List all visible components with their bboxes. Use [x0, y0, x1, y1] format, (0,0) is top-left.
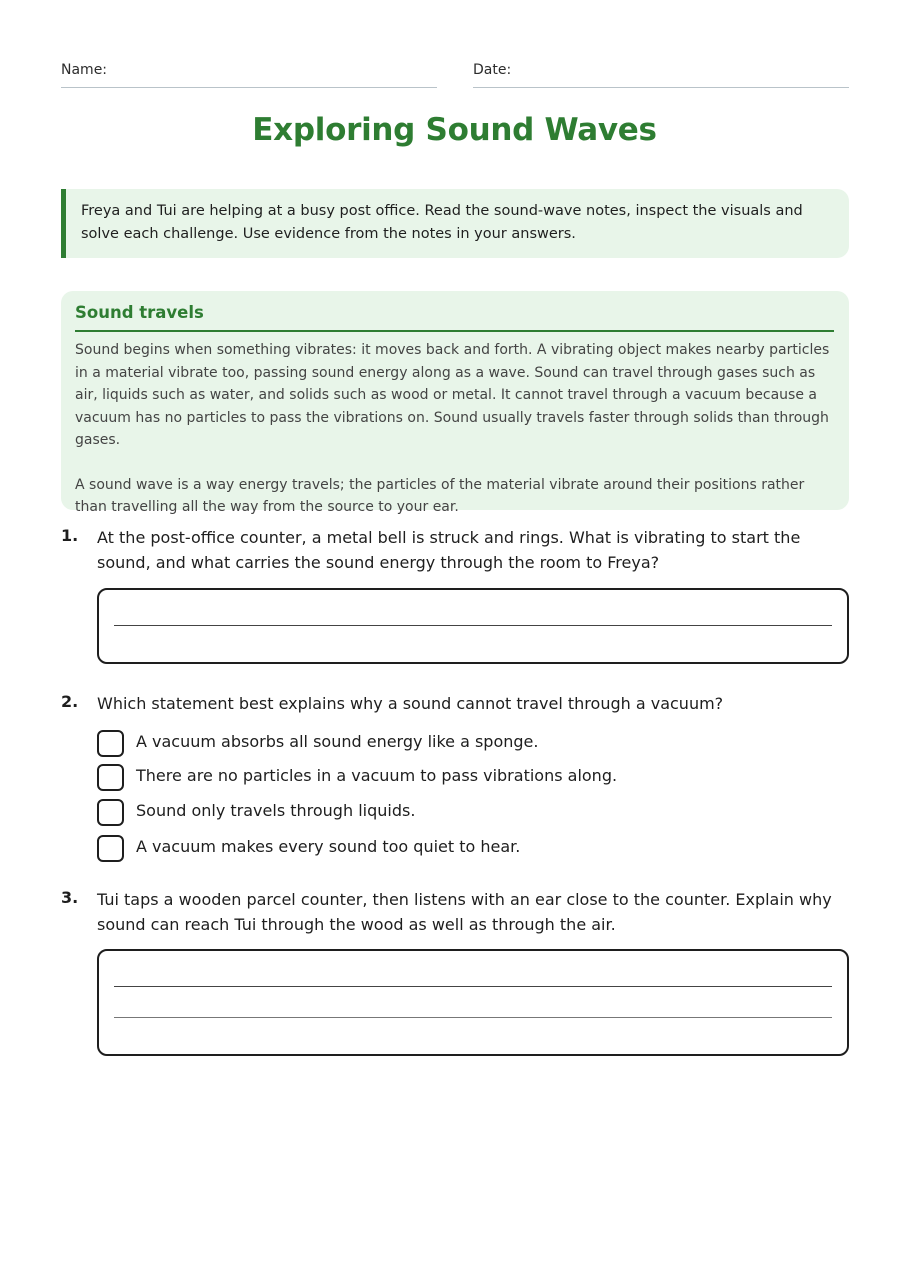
- name-label: Name:: [61, 62, 108, 78]
- question-number: 1.: [61, 526, 79, 545]
- question-1: [61, 526, 849, 666]
- option-label: A vacuum makes every sound too quiet to hear.: [136, 837, 521, 856]
- date-field[interactable]: [473, 60, 849, 88]
- option-a[interactable]: [97, 730, 837, 758]
- question-text: Which statement best explains why a sound cannot travel through a vacuum?: [97, 694, 724, 713]
- answer-line: [114, 1017, 832, 1018]
- option-label: Sound only travels through liquids.: [136, 801, 416, 820]
- option-c[interactable]: [97, 799, 837, 827]
- question-number: 2.: [61, 692, 79, 711]
- notes-paragraph: A sound wave is a way energy travels; the particles of the material vibrate around their positions rather than travelling all the way from the source to your ear.: [75, 476, 805, 515]
- name-field[interactable]: [61, 60, 437, 88]
- question-text: At the post-office counter, a metal bell is struck and rings. What is vibrating to start the sound, and what carries the sound energy through the room to Freya?: [97, 528, 801, 572]
- checkbox[interactable]: [97, 730, 124, 757]
- notes-title: Sound travels: [75, 303, 834, 332]
- question-3: [61, 888, 849, 1058]
- name-date-row: [61, 60, 849, 88]
- checkbox[interactable]: [97, 835, 124, 862]
- answer-box[interactable]: [97, 949, 849, 1056]
- answer-box[interactable]: [97, 588, 849, 664]
- question-text: Tui taps a wooden parcel counter, then listens with an ear close to the counter. Explain why sound can reach Tui through the wood as well as through the air.: [97, 890, 832, 934]
- answer-line: [114, 986, 832, 987]
- option-b[interactable]: [97, 764, 837, 792]
- checkbox[interactable]: [97, 764, 124, 791]
- question-2: [61, 692, 849, 862]
- option-d[interactable]: [97, 835, 837, 863]
- intro-callout: Freya and Tui are helping at a busy post office. Read the sound-wave notes, inspect the visuals and solve each challenge. Use evidence from the notes in your answers.: [61, 189, 849, 258]
- date-label: Date:: [473, 62, 512, 78]
- page-title: Exploring Sound Waves: [252, 112, 657, 148]
- checkbox[interactable]: [97, 799, 124, 826]
- question-number: 3.: [61, 888, 79, 907]
- notes-paragraph: Sound begins when something vibrates: it moves back and forth. A vibrating object makes nearby particles in a material vibrate too, passing sound energy along as a wave. Sound can travel through gases such as air, liquids such as water, and solids such as wood or metal. It cannot travel through a vacuum because a vacuum has no particles to pass the vibrations on. Sound usually travels faster through solids than through gases.: [75, 342, 830, 448]
- notes-panel: [61, 291, 849, 515]
- option-label: There are no particles in a vacuum to pass vibrations along.: [136, 766, 618, 785]
- answer-line: [114, 625, 832, 626]
- option-label: A vacuum absorbs all sound energy like a sponge.: [136, 732, 539, 751]
